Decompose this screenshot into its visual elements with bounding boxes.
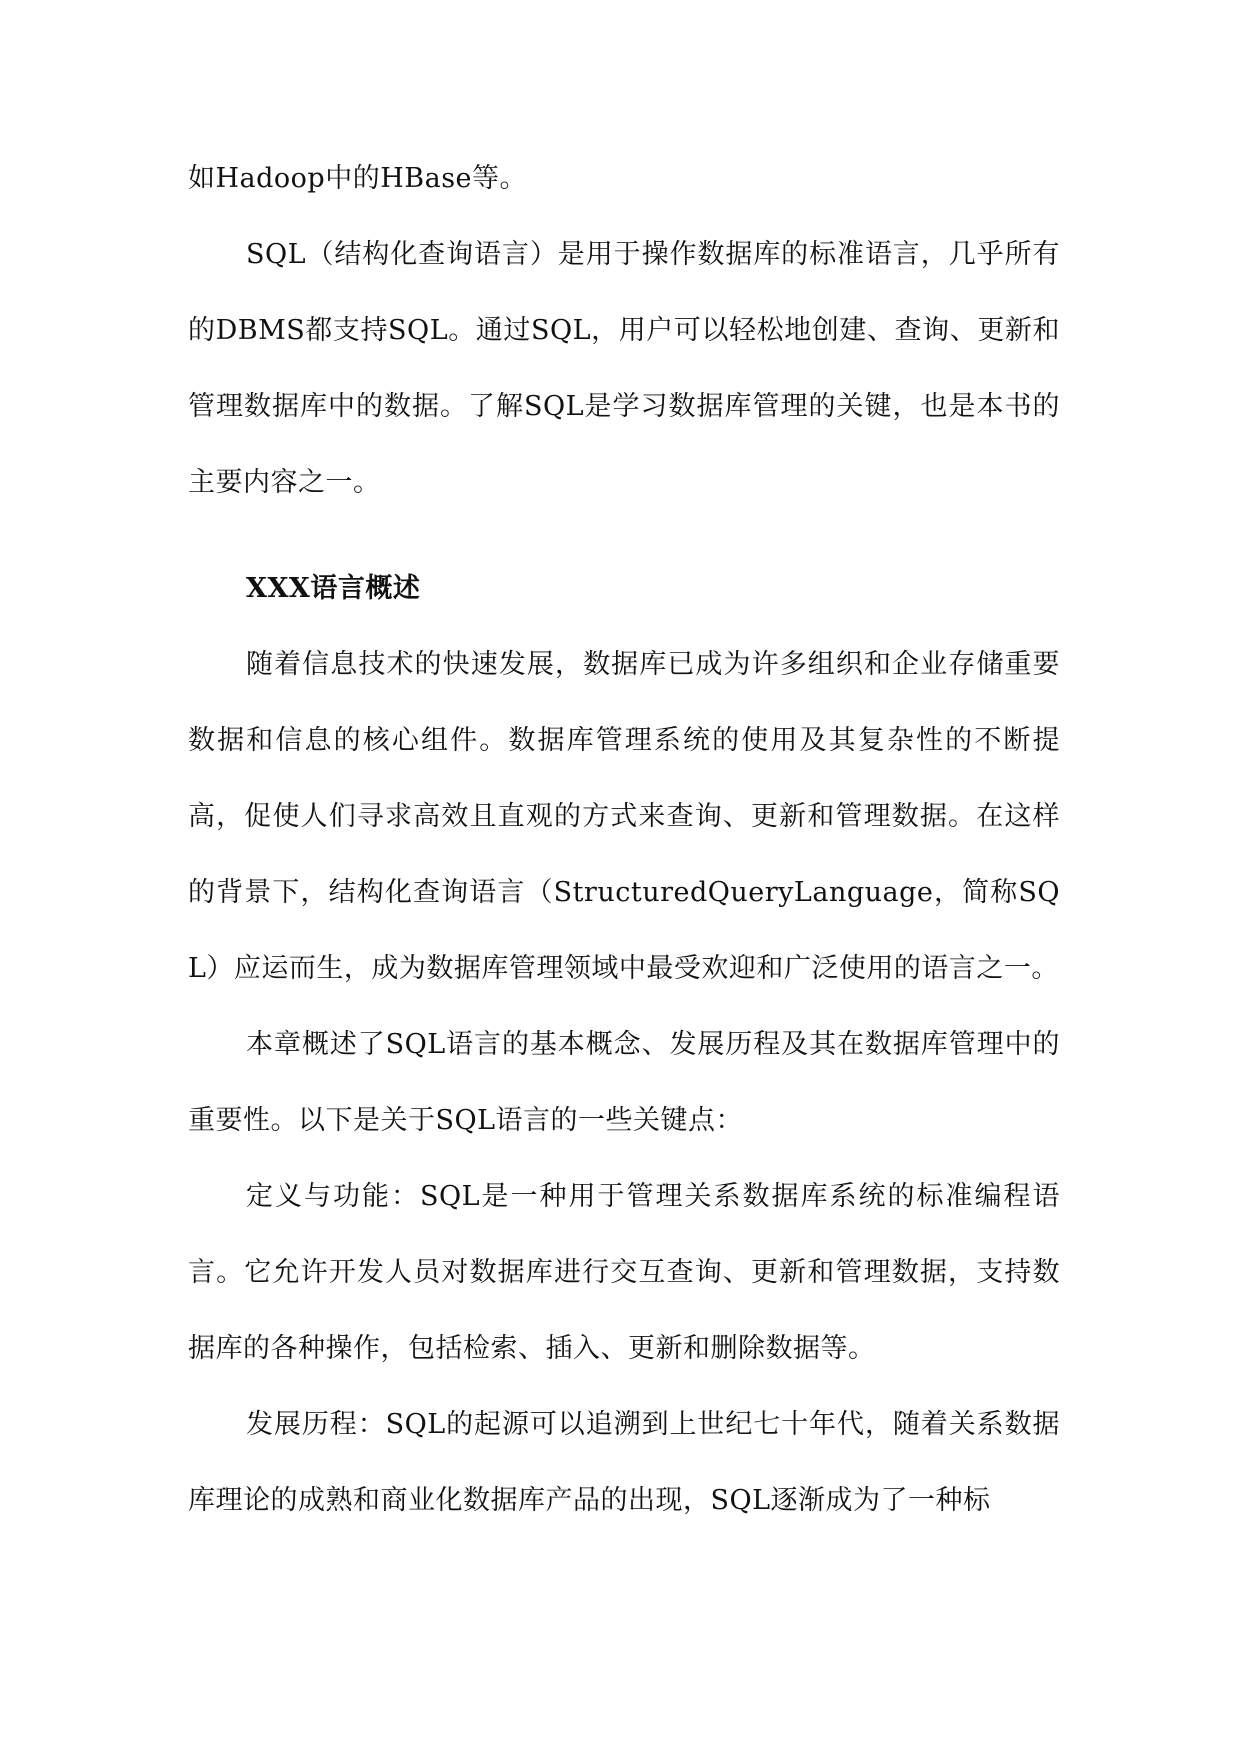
section-spacer — [188, 521, 1060, 551]
paragraph-definition: 定义与功能：SQL是一种用于管理关系数据库系统的标准编程语言。它允许开发人员对数据库进行交互查询、更新和管理数据，支持数据库的各种操作，包括检索、插入、更新和删除数据等。 — [188, 1181, 1060, 1364]
paragraph-chapter-overview: 本章概述了SQL语言的基本概念、发展历程及其在数据库管理中的重要性。以下是关于SQL语言的一些关键点： — [188, 1029, 1060, 1136]
paragraph-history: 发展历程：SQL的起源可以追溯到上世纪七十年代，随着关系数据库理论的成熟和商业化数据库产品的出现，SQL逐渐成为了一种标 — [188, 1409, 1060, 1516]
paragraph-continuation: 如Hadoop中的HBase等。 — [188, 163, 528, 194]
section-heading: XXX语言概述 — [246, 573, 421, 604]
document-body — [188, 141, 1060, 1539]
paragraph-background: 随着信息技术的快速发展，数据库已成为许多组织和企业存储重要数据和信息的核心组件。数据库管理系统的使用及其复杂性的不断提高，促使人们寻求高效且直观的方式来查询、更新和管理数据。在这样的背景下，结构化查询语言（StructuredQueryLanguage，简称SQL）应运而生，成为数据库管理领域中最受欢迎和广泛使用的语言之一。 — [188, 649, 1060, 984]
paragraph-sql-intro: SQL（结构化查询语言）是用于操作数据库的标准语言，几乎所有的DBMS都支持SQL。通过SQL，用户可以轻松地创建、查询、更新和管理数据库中的数据。了解SQL是学习数据库管理的关键，也是本书的主要内容之一。 — [188, 239, 1060, 498]
